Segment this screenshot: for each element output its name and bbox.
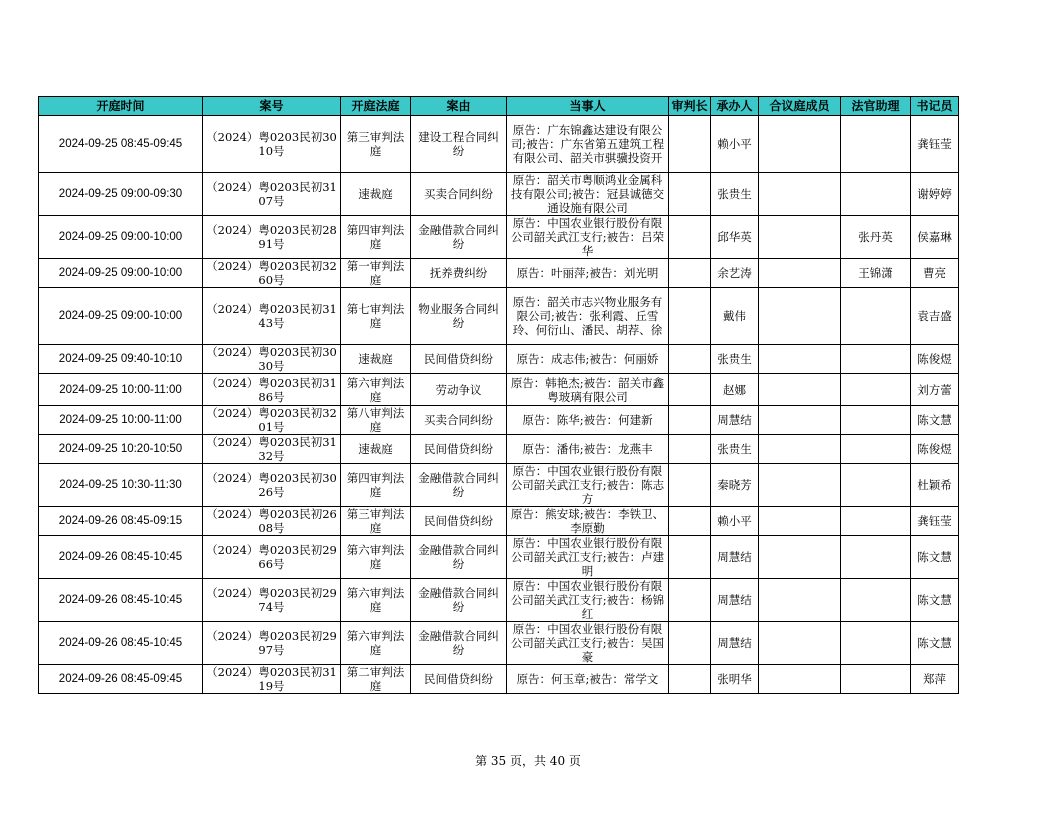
parties-cell-text: 原告：韩艳杰;被告：韶关市鑫粤玻璃有限公司 xyxy=(510,375,665,404)
time-cell-text: 2024-09-26 08:45-09:15 xyxy=(58,515,183,527)
cause-cell xyxy=(411,259,507,288)
time-cell-text: 2024-09-25 09:00-10:00 xyxy=(58,267,183,279)
time-cell xyxy=(39,259,203,288)
cause-cell xyxy=(411,345,507,374)
case-no-cell xyxy=(203,536,341,579)
case-no-cell-text: （2024）粤0203民初3010号 xyxy=(206,130,337,158)
cause-cell-text: 民间借贷纠纷 xyxy=(424,672,493,686)
case-no-cell-text: （2024）粤0203民初3186号 xyxy=(206,375,337,404)
court-cell-text: 第一审判法庭 xyxy=(346,259,405,287)
clerk-cell-text: 陈文慧 xyxy=(917,413,952,427)
time-cell-text: 2024-09-25 10:30-11:30 xyxy=(59,479,182,491)
cause-cell-text: 金融借款合同纠纷 xyxy=(418,223,499,251)
cause-cell xyxy=(411,406,507,435)
parties-cell-text: 原告：韶关市志兴物业服务有限公司;被告：张利霞、丘雪玲、何衍山、潘民、胡荐、徐 xyxy=(512,295,663,337)
clerk-cell xyxy=(911,173,959,216)
parties-cell xyxy=(507,507,669,536)
judge-cell xyxy=(669,622,711,665)
cause-cell-text: 金融借款合同纠纷 xyxy=(418,471,499,499)
clerk-cell xyxy=(911,622,959,665)
parties-cell-text: 原告：叶丽萍;被告：刘光明 xyxy=(516,266,659,280)
case-no-cell-text: （2024）粤0203民初3026号 xyxy=(206,471,337,499)
clerk-cell-text: 龚钰莹 xyxy=(917,514,952,528)
clerk-cell xyxy=(911,406,959,435)
panel-cell xyxy=(759,665,841,694)
assistant-cell xyxy=(841,216,911,259)
table-row xyxy=(39,288,959,345)
case-no-cell xyxy=(203,507,341,536)
judge-cell xyxy=(669,345,711,374)
court-cell-text: 速裁庭 xyxy=(358,187,393,201)
panel-cell xyxy=(759,216,841,259)
panel-cell xyxy=(759,116,841,173)
case-no-cell-text: （2024）粤0203民初3201号 xyxy=(206,406,337,434)
case-no-cell xyxy=(203,464,341,507)
case-no-cell-text: （2024）粤0203民初2891号 xyxy=(206,223,337,251)
parties-cell-text: 原告：熊安球;被告：李铁卫、李原勤 xyxy=(510,507,665,535)
table-row xyxy=(39,579,959,622)
panel-cell xyxy=(759,288,841,345)
parties-cell xyxy=(507,622,669,665)
handler-cell-text: 余艺涛 xyxy=(717,266,752,280)
parties-cell-text: 原告：中国农业银行股份有限公司韶关武江支行;被告：卢建明 xyxy=(510,536,665,578)
clerk-cell xyxy=(911,345,959,374)
time-cell xyxy=(39,406,203,435)
time-cell-text: 2024-09-25 09:40-10:10 xyxy=(58,353,183,365)
parties-cell-text: 原告：中国农业银行股份有限公司韶关武江支行;被告：吴国豪 xyxy=(510,622,665,664)
cause-cell-text: 买卖合同纠纷 xyxy=(424,413,493,427)
court-cell xyxy=(341,536,411,579)
case-no-cell-text: （2024）粤0203民初3260号 xyxy=(206,259,337,287)
header-court: 开庭法庭 xyxy=(341,97,411,116)
time-cell xyxy=(39,435,203,464)
case-no-cell-text: （2024）粤0203民初3030号 xyxy=(206,345,337,373)
clerk-cell-text: 谢婷婷 xyxy=(917,187,952,201)
clerk-cell xyxy=(911,536,959,579)
time-cell-text: 2024-09-26 08:45-10:45 xyxy=(58,551,183,563)
assistant-cell-text: 王锦潇 xyxy=(858,266,893,280)
clerk-cell xyxy=(911,116,959,173)
parties-cell xyxy=(507,435,669,464)
court-cell-text: 第三审判法庭 xyxy=(346,130,405,158)
handler-cell-text: 张贵生 xyxy=(717,187,752,201)
case-no-cell xyxy=(203,435,341,464)
court-cell-text: 第六审判法庭 xyxy=(346,375,405,404)
judge-cell xyxy=(669,665,711,694)
time-cell-text: 2024-09-25 10:20-10:50 xyxy=(58,443,183,455)
court-schedule-table xyxy=(38,96,959,694)
time-cell xyxy=(39,288,203,345)
judge-cell xyxy=(669,536,711,579)
handler-cell xyxy=(711,665,759,694)
court-cell xyxy=(341,116,411,173)
assistant-cell xyxy=(841,116,911,173)
clerk-cell xyxy=(911,464,959,507)
clerk-cell xyxy=(911,216,959,259)
header-cause: 案由 xyxy=(411,97,507,116)
clerk-cell-text: 郑萍 xyxy=(923,672,946,686)
case-no-cell-text: （2024）粤0203民初2997号 xyxy=(206,629,337,657)
court-cell-text: 第四审判法庭 xyxy=(346,471,405,499)
clerk-cell-text: 陈俊煜 xyxy=(917,352,952,366)
court-cell-text: 速裁庭 xyxy=(358,442,393,456)
court-cell-text: 第七审判法庭 xyxy=(346,302,405,330)
judge-cell xyxy=(669,406,711,435)
time-cell xyxy=(39,507,203,536)
case-no-cell-text: （2024）粤0203民初3119号 xyxy=(206,665,337,693)
time-cell xyxy=(39,173,203,216)
court-cell xyxy=(341,406,411,435)
cause-cell-text: 买卖合同纠纷 xyxy=(424,187,493,201)
case-no-cell-text: （2024）粤0203民初2966号 xyxy=(206,543,337,571)
table-row xyxy=(39,665,959,694)
panel-cell xyxy=(759,406,841,435)
time-cell xyxy=(39,579,203,622)
table-header-row xyxy=(39,97,959,116)
cause-cell xyxy=(411,507,507,536)
time-cell xyxy=(39,116,203,173)
time-cell-text: 2024-09-25 09:00-10:00 xyxy=(58,231,183,243)
parties-cell xyxy=(507,259,669,288)
parties-cell xyxy=(507,464,669,507)
clerk-cell-text: 陈文慧 xyxy=(917,593,952,607)
assistant-cell xyxy=(841,665,911,694)
table-row xyxy=(39,374,959,406)
clerk-cell-text: 刘方蕾 xyxy=(917,382,952,397)
court-cell-text: 第六审判法庭 xyxy=(346,586,405,614)
header-panel: 合议庭成员 xyxy=(759,97,841,116)
case-no-cell xyxy=(203,622,341,665)
handler-cell-text: 赖小平 xyxy=(717,137,752,151)
cause-cell xyxy=(411,173,507,216)
assistant-cell xyxy=(841,507,911,536)
time-cell xyxy=(39,665,203,694)
court-cell xyxy=(341,622,411,665)
panel-cell xyxy=(759,536,841,579)
table-row xyxy=(39,622,959,665)
handler-cell xyxy=(711,288,759,345)
handler-cell xyxy=(711,116,759,173)
panel-cell xyxy=(759,507,841,536)
parties-cell-text: 原告：中国农业银行股份有限公司韶关武江支行;被告：吕荣华 xyxy=(510,216,665,258)
assistant-cell xyxy=(841,374,911,406)
handler-cell-text: 赵娜 xyxy=(723,382,746,397)
court-cell-text: 第六审判法庭 xyxy=(346,629,405,657)
cause-cell xyxy=(411,536,507,579)
table-row xyxy=(39,435,959,464)
parties-cell xyxy=(507,116,669,173)
judge-cell xyxy=(669,374,711,406)
court-cell xyxy=(341,464,411,507)
table-row xyxy=(39,173,959,216)
cause-cell xyxy=(411,374,507,406)
court-cell xyxy=(341,374,411,406)
time-cell xyxy=(39,536,203,579)
parties-cell xyxy=(507,665,669,694)
header-assistant: 法官助理 xyxy=(841,97,911,116)
header-clerk: 书记员 xyxy=(911,97,959,116)
cause-cell xyxy=(411,288,507,345)
case-no-cell xyxy=(203,216,341,259)
panel-cell xyxy=(759,435,841,464)
cause-cell-text: 抚养费纠纷 xyxy=(429,266,488,280)
parties-cell xyxy=(507,579,669,622)
parties-cell-text: 原告：成志伟;被告：何丽娇 xyxy=(516,352,659,366)
court-cell xyxy=(341,345,411,374)
case-no-cell-text: （2024）粤0203民初3132号 xyxy=(206,435,337,463)
parties-cell xyxy=(507,216,669,259)
time-cell xyxy=(39,464,203,507)
header-handler: 承办人 xyxy=(711,97,759,116)
parties-cell-text: 原告：陈华;被告：何建新 xyxy=(522,413,653,427)
clerk-cell xyxy=(911,374,959,406)
header-case-no: 案号 xyxy=(203,97,341,116)
table-row xyxy=(39,259,959,288)
parties-cell-text: 原告：潘伟;被告：龙燕丰 xyxy=(522,442,653,456)
parties-cell xyxy=(507,536,669,579)
cause-cell-text: 金融借款合同纠纷 xyxy=(418,543,499,571)
table-row xyxy=(39,507,959,536)
handler-cell-text: 周慧结 xyxy=(717,550,752,564)
case-no-cell-text: （2024）粤0203民初3143号 xyxy=(206,302,337,330)
panel-cell xyxy=(759,464,841,507)
handler-cell xyxy=(711,406,759,435)
cause-cell xyxy=(411,579,507,622)
page-footer: 第 35 页，共 40 页 xyxy=(475,754,581,768)
judge-cell xyxy=(669,464,711,507)
handler-cell xyxy=(711,579,759,622)
case-no-cell xyxy=(203,173,341,216)
clerk-cell-text: 陈文慧 xyxy=(917,636,952,650)
parties-cell-text: 原告：何玉章;被告：常学文 xyxy=(516,672,659,686)
handler-cell-text: 张贵生 xyxy=(717,352,752,366)
case-no-cell xyxy=(203,374,341,406)
parties-cell-text: 原告：韶关市粤顺鸿业金属科技有限公司;被告：冠县诚德交通设施有限公司 xyxy=(510,173,665,215)
time-cell xyxy=(39,374,203,406)
clerk-cell-text: 袁吉盛 xyxy=(917,309,952,323)
court-cell xyxy=(341,665,411,694)
court-cell xyxy=(341,259,411,288)
court-cell-text: 第八审判法庭 xyxy=(346,406,405,434)
parties-cell xyxy=(507,345,669,374)
court-cell xyxy=(341,435,411,464)
cause-cell-text: 民间借贷纠纷 xyxy=(424,352,493,366)
clerk-cell xyxy=(911,665,959,694)
time-cell xyxy=(39,345,203,374)
court-cell xyxy=(341,579,411,622)
parties-cell xyxy=(507,374,669,406)
assistant-cell xyxy=(841,259,911,288)
time-cell-text: 2024-09-25 10:00-11:00 xyxy=(59,414,182,426)
court-cell xyxy=(341,216,411,259)
table-row xyxy=(39,536,959,579)
time-cell-text: 2024-09-26 08:45-09:45 xyxy=(58,673,183,685)
cause-cell-text: 民间借贷纠纷 xyxy=(424,514,493,528)
case-no-cell xyxy=(203,259,341,288)
time-cell-text: 2024-09-26 08:45-10:45 xyxy=(58,594,183,606)
assistant-cell xyxy=(841,173,911,216)
parties-cell-text: 原告：中国农业银行股份有限公司韶关武江支行;被告：杨锦红 xyxy=(510,579,665,621)
court-cell xyxy=(341,507,411,536)
cause-cell-text: 建设工程合同纠纷 xyxy=(418,130,499,158)
header-time: 开庭时间 xyxy=(39,97,203,116)
case-no-cell xyxy=(203,116,341,173)
assistant-cell xyxy=(841,345,911,374)
court-cell xyxy=(341,173,411,216)
judge-cell xyxy=(669,116,711,173)
table-row xyxy=(39,216,959,259)
judge-cell xyxy=(669,216,711,259)
clerk-cell-text: 龚钰莹 xyxy=(917,137,952,151)
case-no-cell-text: （2024）粤0203民初2974号 xyxy=(206,586,337,614)
case-no-cell-text: （2024）粤0203民初2608号 xyxy=(206,507,337,535)
panel-cell xyxy=(759,173,841,216)
table-row xyxy=(39,116,959,173)
clerk-cell-text: 杜颖希 xyxy=(917,478,952,492)
time-cell-text: 2024-09-25 08:45-09:45 xyxy=(58,138,183,150)
cause-cell xyxy=(411,622,507,665)
panel-cell xyxy=(759,259,841,288)
cause-cell-text: 金融借款合同纠纷 xyxy=(418,629,499,657)
clerk-cell-text: 侯嘉琳 xyxy=(917,230,952,244)
judge-cell xyxy=(669,579,711,622)
cause-cell xyxy=(411,216,507,259)
panel-cell xyxy=(759,374,841,406)
cause-cell-text: 民间借贷纠纷 xyxy=(424,442,493,456)
assistant-cell xyxy=(841,579,911,622)
parties-cell xyxy=(507,173,669,216)
parties-cell xyxy=(507,288,669,345)
handler-cell-text: 张贵生 xyxy=(717,442,752,456)
handler-cell xyxy=(711,464,759,507)
time-cell-text: 2024-09-26 08:45-10:45 xyxy=(58,637,183,649)
handler-cell xyxy=(711,507,759,536)
handler-cell xyxy=(711,345,759,374)
cause-cell-text: 金融借款合同纠纷 xyxy=(418,586,499,614)
handler-cell-text: 周慧结 xyxy=(717,593,752,607)
table-row xyxy=(39,464,959,507)
clerk-cell-text: 陈文慧 xyxy=(917,550,952,564)
court-cell-text: 速裁庭 xyxy=(358,352,393,366)
time-cell-text: 2024-09-25 10:00-11:00 xyxy=(59,383,182,396)
handler-cell-text: 赖小平 xyxy=(717,514,752,528)
table-row xyxy=(39,406,959,435)
court-cell-text: 第六审判法庭 xyxy=(346,543,405,571)
cause-cell xyxy=(411,435,507,464)
judge-cell xyxy=(669,435,711,464)
handler-cell xyxy=(711,173,759,216)
time-cell xyxy=(39,216,203,259)
panel-cell xyxy=(759,622,841,665)
assistant-cell xyxy=(841,435,911,464)
panel-cell xyxy=(759,345,841,374)
clerk-cell xyxy=(911,259,959,288)
handler-cell xyxy=(711,622,759,665)
cause-cell xyxy=(411,665,507,694)
handler-cell-text: 张明华 xyxy=(717,672,752,686)
judge-cell xyxy=(669,288,711,345)
handler-cell xyxy=(711,216,759,259)
clerk-cell xyxy=(911,579,959,622)
case-no-cell xyxy=(203,406,341,435)
handler-cell xyxy=(711,259,759,288)
panel-cell xyxy=(759,579,841,622)
handler-cell-text: 戴伟 xyxy=(723,309,746,323)
judge-cell xyxy=(669,259,711,288)
parties-cell-text: 原告：广东锦鑫达建设有限公司;被告：广东省第五建筑工程有限公司、韶关市骐骥投资开 xyxy=(510,123,665,165)
cause-cell xyxy=(411,464,507,507)
cause-cell-text: 物业服务合同纠纷 xyxy=(418,302,499,330)
parties-cell-text: 原告：中国农业银行股份有限公司韶关武江支行;被告：陈志方 xyxy=(510,464,665,506)
assistant-cell xyxy=(841,622,911,665)
cause-cell-text: 劳动争议 xyxy=(435,382,482,397)
case-no-cell-text: （2024）粤0203民初3107号 xyxy=(206,180,337,208)
clerk-cell-text: 曹亮 xyxy=(923,266,946,280)
case-no-cell xyxy=(203,665,341,694)
court-cell xyxy=(341,288,411,345)
time-cell-text: 2024-09-25 09:00-10:00 xyxy=(58,310,183,322)
clerk-cell-text: 陈俊煜 xyxy=(917,442,952,456)
table-row xyxy=(39,345,959,374)
assistant-cell xyxy=(841,406,911,435)
court-cell-text: 第三审判法庭 xyxy=(346,507,405,535)
handler-cell xyxy=(711,374,759,406)
time-cell xyxy=(39,622,203,665)
time-cell-text: 2024-09-25 09:00-09:30 xyxy=(58,188,183,200)
case-no-cell xyxy=(203,345,341,374)
handler-cell-text: 邱华英 xyxy=(717,230,752,244)
handler-cell-text: 周慧结 xyxy=(717,413,752,427)
judge-cell xyxy=(669,507,711,536)
header-parties: 当事人 xyxy=(507,97,669,116)
judge-cell xyxy=(669,173,711,216)
handler-cell-text: 周慧结 xyxy=(717,636,752,650)
court-cell-text: 第四审判法庭 xyxy=(346,223,405,251)
parties-cell xyxy=(507,406,669,435)
clerk-cell xyxy=(911,507,959,536)
assistant-cell-text: 张丹英 xyxy=(858,230,893,244)
cause-cell xyxy=(411,116,507,173)
assistant-cell xyxy=(841,536,911,579)
court-cell-text: 第二审判法庭 xyxy=(346,665,405,693)
handler-cell xyxy=(711,435,759,464)
header-judge: 审判长 xyxy=(669,97,711,116)
handler-cell-text: 秦晓芳 xyxy=(717,478,752,492)
handler-cell xyxy=(711,536,759,579)
assistant-cell xyxy=(841,288,911,345)
case-no-cell xyxy=(203,288,341,345)
clerk-cell xyxy=(911,435,959,464)
case-no-cell xyxy=(203,579,341,622)
clerk-cell xyxy=(911,288,959,345)
assistant-cell xyxy=(841,464,911,507)
